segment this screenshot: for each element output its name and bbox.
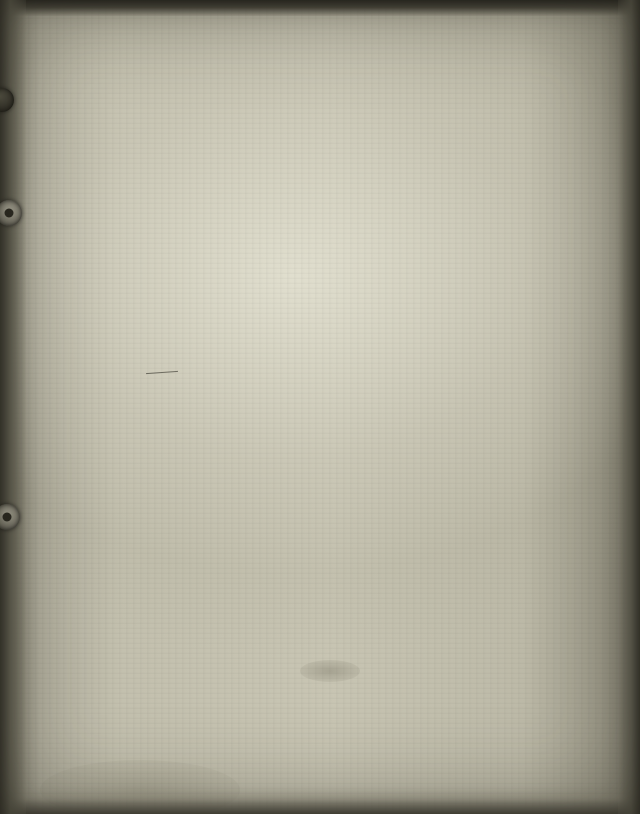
page-left-edge	[0, 0, 26, 814]
page-right-edge	[618, 0, 640, 814]
page-top-edge	[0, 0, 640, 16]
pen-stroke-mark	[146, 371, 178, 374]
page-bottom-edge	[0, 788, 640, 814]
